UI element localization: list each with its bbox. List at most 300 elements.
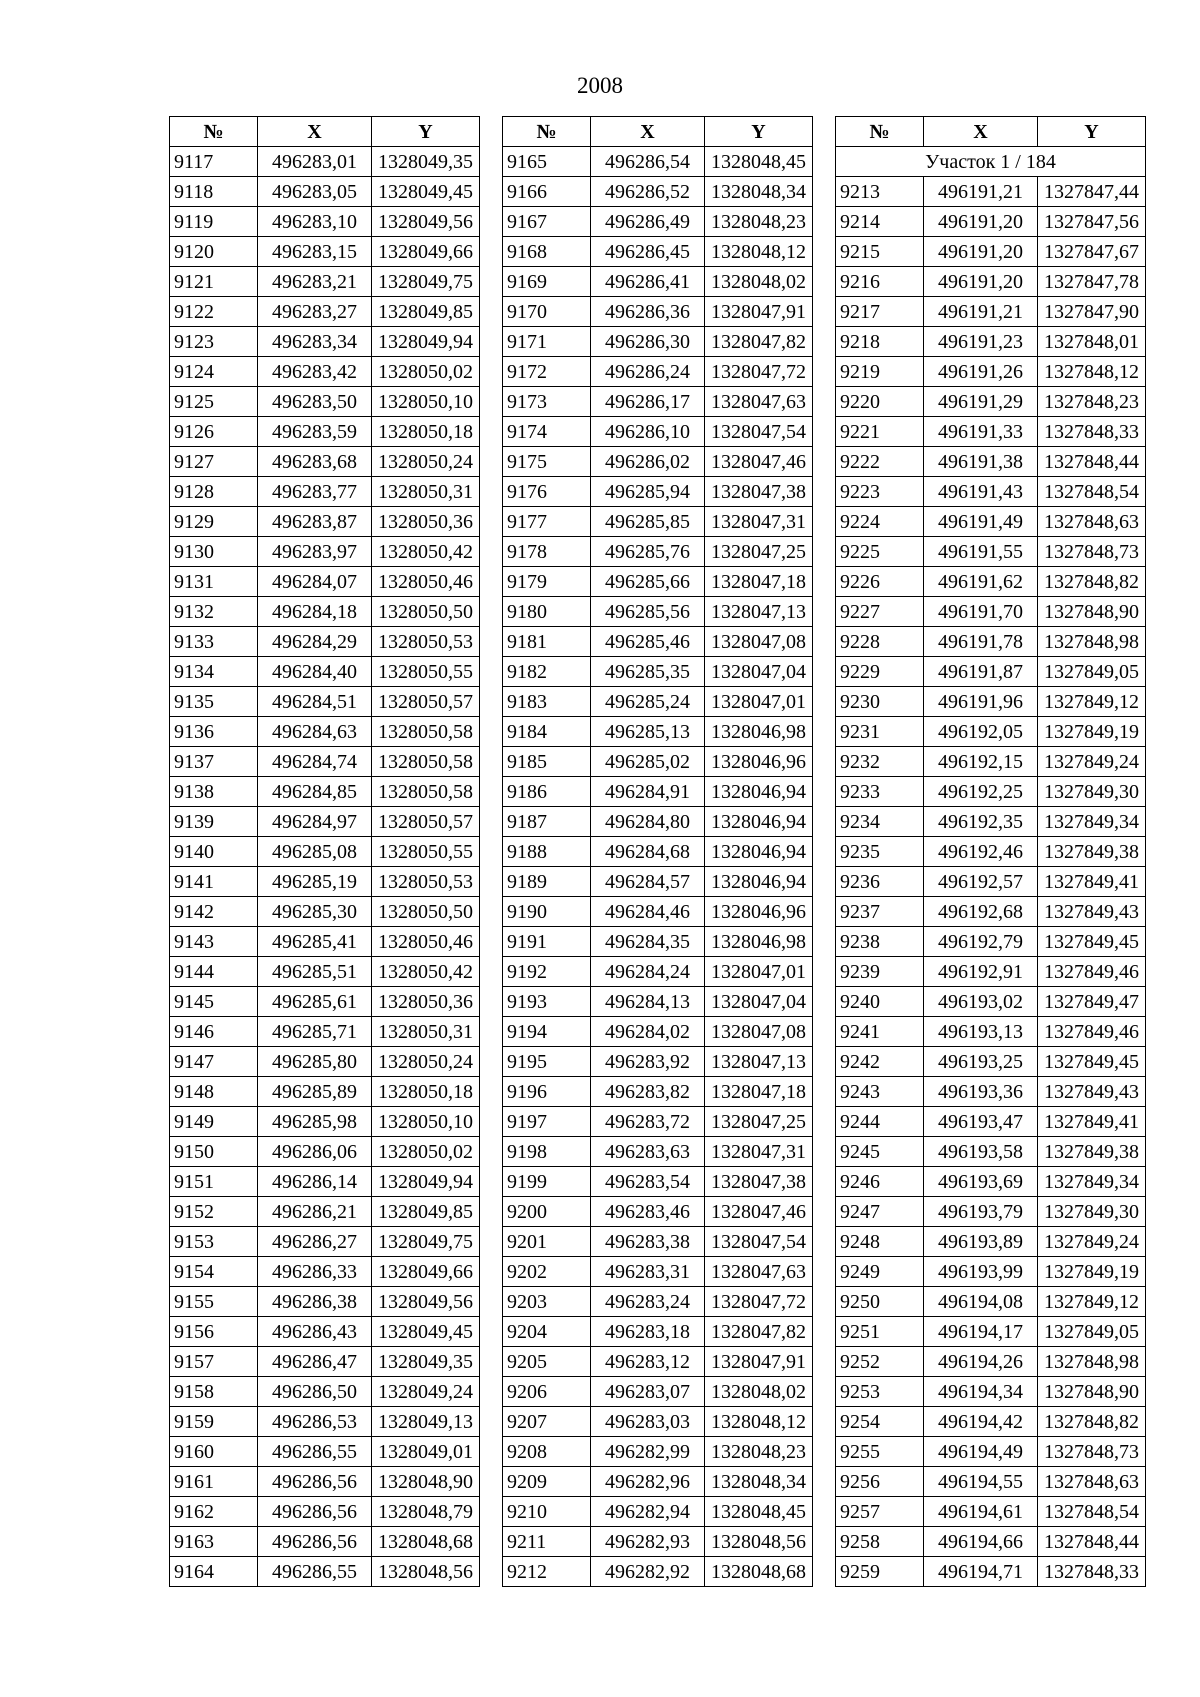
y-coordinate-cell: 1328049,56	[372, 207, 480, 237]
table-row	[503, 1227, 813, 1257]
x-coordinate-cell: 496193,99	[924, 1257, 1038, 1287]
y-coordinate-cell: 1327848,12	[1038, 357, 1146, 387]
y-coordinate-cell: 1327848,98	[1038, 1347, 1146, 1377]
x-coordinate-cell: 496283,21	[258, 267, 372, 297]
x-coordinate-cell: 496286,55	[258, 1437, 372, 1467]
point-number-cell: 9244	[836, 1107, 924, 1137]
x-coordinate-cell: 496283,18	[591, 1317, 705, 1347]
y-coordinate-cell: 1327848,63	[1038, 1467, 1146, 1497]
point-number-cell: 9253	[836, 1377, 924, 1407]
y-coordinate-cell: 1327848,54	[1038, 1497, 1146, 1527]
table-row	[503, 687, 813, 717]
table-row	[170, 357, 480, 387]
y-coordinate-cell: 1327849,19	[1038, 1257, 1146, 1287]
point-number-cell: 9197	[503, 1107, 591, 1137]
point-number-cell: 9139	[170, 807, 258, 837]
y-coordinate-cell: 1328047,91	[705, 1347, 813, 1377]
y-coordinate-cell: 1328048,23	[705, 207, 813, 237]
y-coordinate-cell: 1327849,30	[1038, 777, 1146, 807]
y-coordinate-cell: 1328050,57	[372, 807, 480, 837]
x-coordinate-cell: 496286,55	[258, 1557, 372, 1587]
point-number-cell: 9247	[836, 1197, 924, 1227]
x-coordinate-cell: 496283,38	[591, 1227, 705, 1257]
x-coordinate-cell: 496283,50	[258, 387, 372, 417]
point-number-cell: 9175	[503, 447, 591, 477]
y-coordinate-cell: 1328050,24	[372, 1047, 480, 1077]
table-row	[170, 1527, 480, 1557]
x-coordinate-cell: 496194,49	[924, 1437, 1038, 1467]
x-coordinate-cell: 496191,23	[924, 327, 1038, 357]
point-number-cell: 9257	[836, 1497, 924, 1527]
point-number-cell: 9217	[836, 297, 924, 327]
point-number-cell: 9180	[503, 597, 591, 627]
table-row	[503, 1347, 813, 1377]
table-row	[836, 1527, 1146, 1557]
table-row	[170, 1017, 480, 1047]
table-row	[836, 807, 1146, 837]
x-coordinate-cell: 496284,51	[258, 687, 372, 717]
y-coordinate-cell: 1327847,56	[1038, 207, 1146, 237]
x-coordinate-cell: 496284,29	[258, 627, 372, 657]
x-coordinate-cell: 496283,31	[591, 1257, 705, 1287]
x-coordinate-cell: 496284,68	[591, 837, 705, 867]
x-coordinate-cell: 496284,46	[591, 897, 705, 927]
x-coordinate-cell: 496191,21	[924, 297, 1038, 327]
point-number-cell: 9140	[170, 837, 258, 867]
x-coordinate-cell: 496194,66	[924, 1527, 1038, 1557]
y-coordinate-cell: 1328050,58	[372, 747, 480, 777]
x-coordinate-cell: 496194,71	[924, 1557, 1038, 1587]
point-number-cell: 9192	[503, 957, 591, 987]
header-num: №	[170, 117, 258, 147]
point-number-cell: 9124	[170, 357, 258, 387]
table-row	[503, 1497, 813, 1527]
y-coordinate-cell: 1327849,19	[1038, 717, 1146, 747]
y-coordinate-cell: 1327849,41	[1038, 867, 1146, 897]
x-coordinate-cell: 496285,89	[258, 1077, 372, 1107]
x-coordinate-cell: 496191,62	[924, 567, 1038, 597]
table-row	[170, 897, 480, 927]
x-coordinate-cell: 496284,74	[258, 747, 372, 777]
y-coordinate-cell: 1328048,79	[372, 1497, 480, 1527]
y-coordinate-cell: 1327849,24	[1038, 1227, 1146, 1257]
point-number-cell: 9204	[503, 1317, 591, 1347]
table-row	[503, 567, 813, 597]
point-number-cell: 9256	[836, 1467, 924, 1497]
x-coordinate-cell: 496285,02	[591, 747, 705, 777]
point-number-cell: 9179	[503, 567, 591, 597]
y-coordinate-cell: 1328047,01	[705, 957, 813, 987]
x-coordinate-cell: 496192,15	[924, 747, 1038, 777]
x-coordinate-cell: 496283,03	[591, 1407, 705, 1437]
x-coordinate-cell: 496283,82	[591, 1077, 705, 1107]
table-row	[503, 417, 813, 447]
x-coordinate-cell: 496286,30	[591, 327, 705, 357]
point-number-cell: 9205	[503, 1347, 591, 1377]
x-coordinate-cell: 496283,42	[258, 357, 372, 387]
x-coordinate-cell: 496192,57	[924, 867, 1038, 897]
section-row	[836, 147, 1146, 177]
y-coordinate-cell: 1328048,23	[705, 1437, 813, 1467]
y-coordinate-cell: 1328046,98	[705, 717, 813, 747]
table-row	[836, 1137, 1146, 1167]
y-coordinate-cell: 1328047,18	[705, 567, 813, 597]
x-coordinate-cell: 496192,05	[924, 717, 1038, 747]
y-coordinate-cell: 1328049,75	[372, 267, 480, 297]
y-coordinate-cell: 1327848,33	[1038, 417, 1146, 447]
y-coordinate-cell: 1328047,18	[705, 1077, 813, 1107]
table-row	[836, 237, 1146, 267]
table-row	[170, 297, 480, 327]
point-number-cell: 9136	[170, 717, 258, 747]
y-coordinate-cell: 1327849,05	[1038, 1317, 1146, 1347]
y-coordinate-cell: 1328049,35	[372, 1347, 480, 1377]
point-number-cell: 9209	[503, 1467, 591, 1497]
y-coordinate-cell: 1328047,54	[705, 417, 813, 447]
point-number-cell: 9200	[503, 1197, 591, 1227]
table-row	[503, 807, 813, 837]
x-coordinate-cell: 496283,77	[258, 477, 372, 507]
point-number-cell: 9232	[836, 747, 924, 777]
table-row	[503, 237, 813, 267]
point-number-cell: 9213	[836, 177, 924, 207]
point-number-cell: 9177	[503, 507, 591, 537]
y-coordinate-cell: 1327849,45	[1038, 927, 1146, 957]
x-coordinate-cell: 496283,68	[258, 447, 372, 477]
table-row	[503, 957, 813, 987]
x-coordinate-cell: 496193,69	[924, 1167, 1038, 1197]
y-coordinate-cell: 1328047,91	[705, 297, 813, 327]
y-coordinate-cell: 1328047,04	[705, 657, 813, 687]
table-row	[503, 177, 813, 207]
table-row	[170, 807, 480, 837]
point-number-cell: 9229	[836, 657, 924, 687]
table-row	[503, 447, 813, 477]
point-number-cell: 9194	[503, 1017, 591, 1047]
point-number-cell: 9198	[503, 1137, 591, 1167]
table-row	[170, 1047, 480, 1077]
point-number-cell: 9196	[503, 1077, 591, 1107]
x-coordinate-cell: 496286,56	[258, 1467, 372, 1497]
x-coordinate-cell: 496284,13	[591, 987, 705, 1017]
table-row	[503, 1197, 813, 1227]
x-coordinate-cell: 496284,91	[591, 777, 705, 807]
x-coordinate-cell: 496285,24	[591, 687, 705, 717]
table-row	[170, 567, 480, 597]
point-number-cell: 9143	[170, 927, 258, 957]
y-coordinate-cell: 1328050,31	[372, 1017, 480, 1047]
point-number-cell: 9161	[170, 1467, 258, 1497]
point-number-cell: 9155	[170, 1287, 258, 1317]
point-number-cell: 9159	[170, 1407, 258, 1437]
x-coordinate-cell: 496192,25	[924, 777, 1038, 807]
table-row	[836, 777, 1146, 807]
table-row	[170, 387, 480, 417]
table-row	[503, 1437, 813, 1467]
y-coordinate-cell: 1328048,34	[705, 177, 813, 207]
y-coordinate-cell: 1328047,31	[705, 507, 813, 537]
header-y: Y	[705, 117, 813, 147]
x-coordinate-cell: 496285,76	[591, 537, 705, 567]
point-number-cell: 9157	[170, 1347, 258, 1377]
table-row	[503, 387, 813, 417]
y-coordinate-cell: 1328048,56	[705, 1527, 813, 1557]
x-coordinate-cell: 496285,51	[258, 957, 372, 987]
table-row	[170, 147, 480, 177]
y-coordinate-cell: 1328047,01	[705, 687, 813, 717]
point-number-cell: 9220	[836, 387, 924, 417]
x-coordinate-cell: 496285,61	[258, 987, 372, 1017]
point-number-cell: 9185	[503, 747, 591, 777]
x-coordinate-cell: 496191,87	[924, 657, 1038, 687]
x-coordinate-cell: 496191,33	[924, 417, 1038, 447]
x-coordinate-cell: 496191,29	[924, 387, 1038, 417]
point-number-cell: 9132	[170, 597, 258, 627]
table-row	[836, 1077, 1146, 1107]
y-coordinate-cell: 1328050,53	[372, 627, 480, 657]
y-coordinate-cell: 1328049,45	[372, 1317, 480, 1347]
table-row	[836, 447, 1146, 477]
y-coordinate-cell: 1328048,12	[705, 237, 813, 267]
point-number-cell: 9152	[170, 1197, 258, 1227]
header-row	[503, 117, 813, 147]
y-coordinate-cell: 1328046,94	[705, 837, 813, 867]
point-number-cell: 9160	[170, 1437, 258, 1467]
point-number-cell: 9199	[503, 1167, 591, 1197]
x-coordinate-cell: 496283,01	[258, 147, 372, 177]
table-row	[836, 507, 1146, 537]
table-row	[836, 177, 1146, 207]
x-coordinate-cell: 496194,34	[924, 1377, 1038, 1407]
y-coordinate-cell: 1328050,42	[372, 957, 480, 987]
y-coordinate-cell: 1328047,13	[705, 597, 813, 627]
x-coordinate-cell: 496192,91	[924, 957, 1038, 987]
table-row	[170, 1347, 480, 1377]
x-coordinate-cell: 496286,41	[591, 267, 705, 297]
point-number-cell: 9231	[836, 717, 924, 747]
table-row	[836, 837, 1146, 867]
y-coordinate-cell: 1327849,30	[1038, 1197, 1146, 1227]
y-coordinate-cell: 1327847,90	[1038, 297, 1146, 327]
y-coordinate-cell: 1328046,94	[705, 807, 813, 837]
x-coordinate-cell: 496191,20	[924, 267, 1038, 297]
table-row	[836, 207, 1146, 237]
table-row	[170, 867, 480, 897]
point-number-cell: 9131	[170, 567, 258, 597]
point-number-cell: 9237	[836, 897, 924, 927]
x-coordinate-cell: 496192,68	[924, 897, 1038, 927]
y-coordinate-cell: 1327848,73	[1038, 1437, 1146, 1467]
x-coordinate-cell: 496283,05	[258, 177, 372, 207]
table-row	[503, 867, 813, 897]
table-row	[503, 537, 813, 567]
table-row	[503, 1407, 813, 1437]
table-row	[836, 567, 1146, 597]
table-row	[503, 1467, 813, 1497]
y-coordinate-cell: 1328047,04	[705, 987, 813, 1017]
y-coordinate-cell: 1327848,54	[1038, 477, 1146, 507]
x-coordinate-cell: 496192,35	[924, 807, 1038, 837]
point-number-cell: 9166	[503, 177, 591, 207]
x-coordinate-cell: 496286,14	[258, 1167, 372, 1197]
x-coordinate-cell: 496285,85	[591, 507, 705, 537]
point-number-cell: 9243	[836, 1077, 924, 1107]
x-coordinate-cell: 496283,34	[258, 327, 372, 357]
table-row	[170, 597, 480, 627]
x-coordinate-cell: 496194,17	[924, 1317, 1038, 1347]
table-row	[836, 717, 1146, 747]
point-number-cell: 9218	[836, 327, 924, 357]
x-coordinate-cell: 496193,13	[924, 1017, 1038, 1047]
point-number-cell: 9144	[170, 957, 258, 987]
table-row	[503, 1047, 813, 1077]
table-row	[503, 1257, 813, 1287]
table-row	[836, 267, 1146, 297]
table-row	[170, 747, 480, 777]
y-coordinate-cell: 1327849,43	[1038, 1077, 1146, 1107]
point-number-cell: 9187	[503, 807, 591, 837]
point-number-cell: 9250	[836, 1287, 924, 1317]
point-number-cell: 9208	[503, 1437, 591, 1467]
x-coordinate-cell: 496282,92	[591, 1557, 705, 1587]
y-coordinate-cell: 1328049,66	[372, 237, 480, 267]
point-number-cell: 9165	[503, 147, 591, 177]
y-coordinate-cell: 1327848,82	[1038, 1407, 1146, 1437]
table-row	[170, 1227, 480, 1257]
x-coordinate-cell: 496285,94	[591, 477, 705, 507]
x-coordinate-cell: 496285,19	[258, 867, 372, 897]
point-number-cell: 9141	[170, 867, 258, 897]
point-number-cell: 9190	[503, 897, 591, 927]
y-coordinate-cell: 1327848,98	[1038, 627, 1146, 657]
y-coordinate-cell: 1328046,94	[705, 777, 813, 807]
x-coordinate-cell: 496285,56	[591, 597, 705, 627]
y-coordinate-cell: 1328049,45	[372, 177, 480, 207]
table-row	[836, 627, 1146, 657]
y-coordinate-cell: 1328050,55	[372, 837, 480, 867]
header-x: X	[924, 117, 1038, 147]
x-coordinate-cell: 496286,43	[258, 1317, 372, 1347]
y-coordinate-cell: 1328050,02	[372, 1137, 480, 1167]
y-coordinate-cell: 1328048,02	[705, 1377, 813, 1407]
y-coordinate-cell: 1328049,94	[372, 1167, 480, 1197]
y-coordinate-cell: 1327849,12	[1038, 687, 1146, 717]
x-coordinate-cell: 496285,08	[258, 837, 372, 867]
x-coordinate-cell: 496194,42	[924, 1407, 1038, 1437]
x-coordinate-cell: 496284,35	[591, 927, 705, 957]
y-coordinate-cell: 1327848,63	[1038, 507, 1146, 537]
x-coordinate-cell: 496193,36	[924, 1077, 1038, 1107]
y-coordinate-cell: 1328050,46	[372, 927, 480, 957]
table-row	[836, 1257, 1146, 1287]
point-number-cell: 9236	[836, 867, 924, 897]
table-row	[503, 1077, 813, 1107]
y-coordinate-cell: 1327849,41	[1038, 1107, 1146, 1137]
x-coordinate-cell: 496286,27	[258, 1227, 372, 1257]
point-number-cell: 9195	[503, 1047, 591, 1077]
point-number-cell: 9251	[836, 1317, 924, 1347]
point-number-cell: 9158	[170, 1377, 258, 1407]
point-number-cell: 9216	[836, 267, 924, 297]
x-coordinate-cell: 496191,43	[924, 477, 1038, 507]
y-coordinate-cell: 1328047,46	[705, 1197, 813, 1227]
table-row	[503, 267, 813, 297]
table-row	[170, 267, 480, 297]
point-number-cell: 9240	[836, 987, 924, 1017]
x-coordinate-cell: 496285,71	[258, 1017, 372, 1047]
table-row	[503, 477, 813, 507]
point-number-cell: 9169	[503, 267, 591, 297]
y-coordinate-cell: 1327847,67	[1038, 237, 1146, 267]
y-coordinate-cell: 1328049,01	[372, 1437, 480, 1467]
x-coordinate-cell: 496283,87	[258, 507, 372, 537]
y-coordinate-cell: 1328047,08	[705, 627, 813, 657]
y-coordinate-cell: 1328048,45	[705, 147, 813, 177]
x-coordinate-cell: 496283,63	[591, 1137, 705, 1167]
x-coordinate-cell: 496191,20	[924, 207, 1038, 237]
table-row	[170, 1137, 480, 1167]
y-coordinate-cell: 1328050,50	[372, 897, 480, 927]
table-row	[836, 297, 1146, 327]
x-coordinate-cell: 496282,96	[591, 1467, 705, 1497]
x-coordinate-cell: 496282,99	[591, 1437, 705, 1467]
y-coordinate-cell: 1328050,46	[372, 567, 480, 597]
y-coordinate-cell: 1328049,13	[372, 1407, 480, 1437]
x-coordinate-cell: 496192,79	[924, 927, 1038, 957]
point-number-cell: 9255	[836, 1437, 924, 1467]
y-coordinate-cell: 1328048,34	[705, 1467, 813, 1497]
point-number-cell: 9138	[170, 777, 258, 807]
table-row	[503, 987, 813, 1017]
table-row	[503, 147, 813, 177]
table-row	[836, 687, 1146, 717]
x-coordinate-cell: 496285,66	[591, 567, 705, 597]
x-coordinate-cell: 496191,49	[924, 507, 1038, 537]
table-row	[503, 927, 813, 957]
table-row	[503, 897, 813, 927]
coordinates-table-1	[169, 116, 480, 1587]
point-number-cell: 9214	[836, 207, 924, 237]
page-number: 2008	[577, 73, 623, 98]
table-row	[836, 1227, 1146, 1257]
table-row	[170, 507, 480, 537]
table-row	[170, 1437, 480, 1467]
x-coordinate-cell: 496283,54	[591, 1167, 705, 1197]
point-number-cell: 9222	[836, 447, 924, 477]
y-coordinate-cell: 1328047,25	[705, 1107, 813, 1137]
point-number-cell: 9142	[170, 897, 258, 927]
point-number-cell: 9202	[503, 1257, 591, 1287]
x-coordinate-cell: 496285,30	[258, 897, 372, 927]
table-row	[503, 597, 813, 627]
header-x: X	[258, 117, 372, 147]
y-coordinate-cell: 1328050,58	[372, 717, 480, 747]
y-coordinate-cell: 1328050,24	[372, 447, 480, 477]
table-row	[836, 387, 1146, 417]
x-coordinate-cell: 496286,53	[258, 1407, 372, 1437]
x-coordinate-cell: 496284,80	[591, 807, 705, 837]
x-coordinate-cell: 496193,79	[924, 1197, 1038, 1227]
table-row	[170, 717, 480, 747]
point-number-cell: 9221	[836, 417, 924, 447]
y-coordinate-cell: 1328049,56	[372, 1287, 480, 1317]
table-row	[170, 1107, 480, 1137]
x-coordinate-cell: 496191,96	[924, 687, 1038, 717]
table-row	[836, 1377, 1146, 1407]
x-coordinate-cell: 496286,06	[258, 1137, 372, 1167]
x-coordinate-cell: 496286,54	[591, 147, 705, 177]
y-coordinate-cell: 1328049,85	[372, 1197, 480, 1227]
